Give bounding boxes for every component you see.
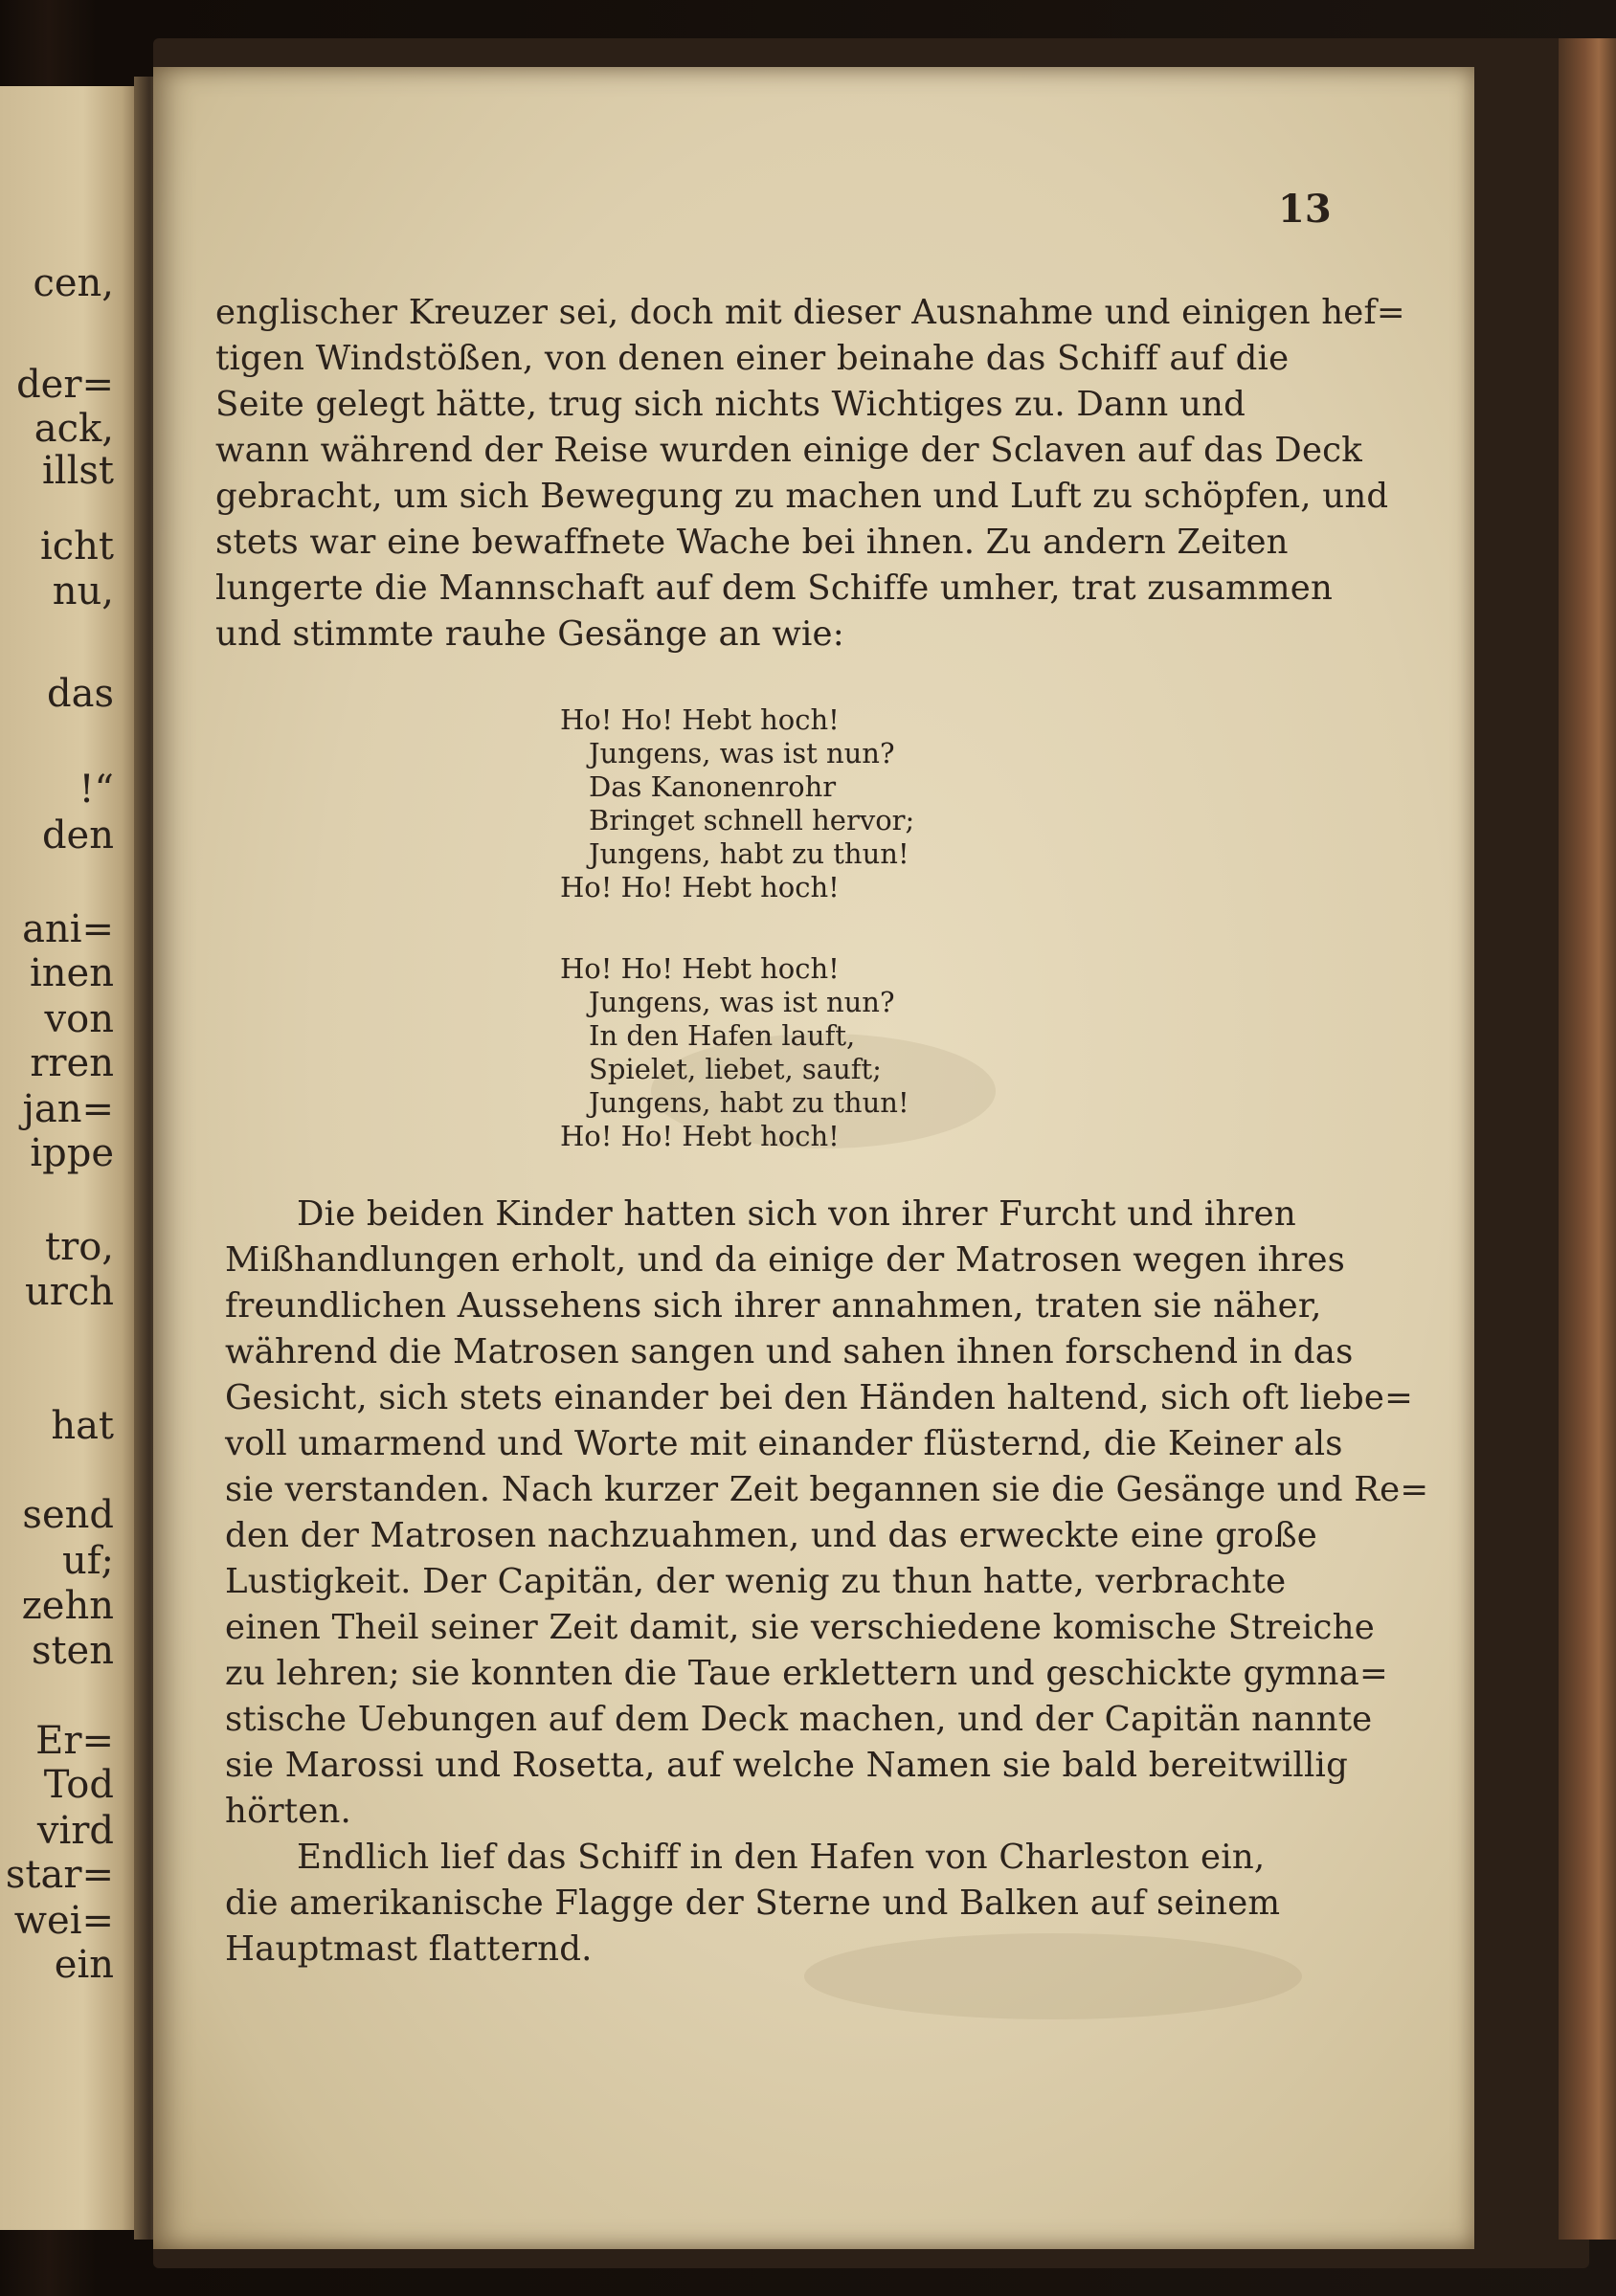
left-fragment: sten xyxy=(31,1629,114,1673)
verse-line: Jungens, was ist nun? xyxy=(589,737,895,769)
text-line: Endlich lief das Schiff in den Hafen von Charleston ein, xyxy=(297,1838,1266,1877)
left-fragment: send xyxy=(22,1493,114,1537)
text-line: lungerte die Mannschaft auf dem Schiffe umher, trat zusammen xyxy=(215,568,1334,608)
left-fragment: jan= xyxy=(22,1087,114,1131)
text-line: während die Matrosen sangen und sahen ihnen forschend in das xyxy=(225,1332,1354,1371)
verse-line: Ho! Ho! Hebt hoch! xyxy=(560,703,840,736)
text-line: den der Matrosen nachzuahmen, und das erweckte eine große xyxy=(225,1516,1318,1555)
left-fragment: ani= xyxy=(22,907,114,951)
text-line: voll umarmend und Worte mit einander flüsternd, die Keiner als xyxy=(225,1424,1343,1463)
text-line: gebracht, um sich Bewegung zu machen und Luft zu schöpfen, und xyxy=(215,477,1389,516)
left-fragment: wei= xyxy=(13,1899,114,1943)
left-fragment: uf; xyxy=(61,1539,114,1583)
verse-line: Spielet, liebet, sauft; xyxy=(589,1053,882,1085)
text-line: englischer Kreuzer sei, doch mit dieser Ausnahme und einigen hef= xyxy=(215,293,1405,332)
text-line: die amerikanische Flagge der Sterne und Balken auf seinem xyxy=(225,1884,1281,1923)
left-fragment: !“ xyxy=(79,768,114,812)
text-line: Hauptmast flatternd. xyxy=(225,1929,593,1969)
text-line: stets war eine bewaffnete Wache bei ihnen. Zu andern Zeiten xyxy=(215,523,1289,562)
left-fragment: nu, xyxy=(52,569,114,613)
verse-line: Das Kanonenrohr xyxy=(589,770,837,803)
right-page xyxy=(153,67,1474,2249)
left-fragment: rren xyxy=(30,1041,114,1085)
text-line: wann während der Reise wurden einige der Sclaven auf das Deck xyxy=(215,431,1362,470)
left-fragment: von xyxy=(44,997,114,1041)
left-fragment: cen, xyxy=(33,261,114,305)
text-line: Die beiden Kinder hatten sich von ihrer Furcht und ihren xyxy=(297,1194,1296,1234)
left-fragment: ein xyxy=(54,1943,114,1987)
text-line: sie verstanden. Nach kurzer Zeit begannen sie die Gesänge und Re= xyxy=(225,1470,1429,1509)
left-fragment: der= xyxy=(16,363,114,407)
text-line: Mißhandlungen erholt, und da einige der Matrosen wegen ihres xyxy=(225,1240,1346,1280)
left-fragment: das xyxy=(47,672,114,716)
text-line: und stimmte rauhe Gesänge an wie: xyxy=(215,614,844,654)
left-fragment: Tod xyxy=(43,1763,114,1807)
left-fragment: inen xyxy=(30,951,114,995)
verse-line: Ho! Ho! Hebt hoch! xyxy=(560,952,840,985)
text-line: Lustigkeit. Der Capitän, der wenig zu thun hatte, verbrachte xyxy=(225,1562,1287,1601)
text-line: Gesicht, sich stets einander bei den Händen haltend, sich oft liebe= xyxy=(225,1378,1414,1417)
left-fragment: ack, xyxy=(34,407,114,451)
left-fragment: zehn xyxy=(21,1584,114,1628)
left-fragment: icht xyxy=(39,524,114,568)
left-fragment: urch xyxy=(24,1270,114,1314)
left-page xyxy=(0,86,139,2230)
text-line: zu lehren; sie konnten die Taue erklettern und geschickte gymna= xyxy=(225,1654,1388,1693)
text-line: einen Theil seiner Zeit damit, sie verschiedene komische Streiche xyxy=(225,1608,1375,1647)
left-fragment: ippe xyxy=(30,1131,114,1175)
text-line: stische Uebungen auf dem Deck machen, und der Capitän nannte xyxy=(225,1700,1373,1739)
text-line: hörten. xyxy=(225,1792,352,1831)
text-line: sie Marossi und Rosetta, auf welche Namen sie bald bereitwillig xyxy=(225,1746,1348,1785)
left-fragment: Er= xyxy=(35,1719,114,1763)
cover-edge xyxy=(1559,38,1616,2240)
text-line: freundlichen Aussehens sich ihrer annahmen, traten sie näher, xyxy=(225,1286,1322,1326)
left-fragment: den xyxy=(41,814,114,858)
verse-line: In den Hafen lauft, xyxy=(589,1019,856,1052)
text-line: Seite gelegt hätte, trug sich nichts Wichtiges zu. Dann und xyxy=(215,385,1246,424)
left-fragment: vird xyxy=(36,1809,114,1853)
left-fragment: illst xyxy=(42,449,114,493)
left-fragment: hat xyxy=(51,1404,114,1448)
left-fragment: star= xyxy=(5,1853,114,1897)
page-stain xyxy=(804,1933,1302,2019)
text-line: tigen Windstößen, von denen einer beinahe das Schiff auf die xyxy=(215,339,1290,378)
verse-line: Ho! Ho! Hebt hoch! xyxy=(560,1120,840,1152)
verse-line: Ho! Ho! Hebt hoch! xyxy=(560,871,840,903)
verse-line: Jungens, was ist nun? xyxy=(589,986,895,1018)
page-number: 13 xyxy=(1278,187,1332,232)
verse-line: Jungens, habt zu thun! xyxy=(589,837,909,870)
verse-line: Jungens, habt zu thun! xyxy=(589,1086,909,1119)
left-fragment: tro, xyxy=(45,1225,114,1269)
verse-line: Bringet schnell hervor; xyxy=(589,804,915,836)
